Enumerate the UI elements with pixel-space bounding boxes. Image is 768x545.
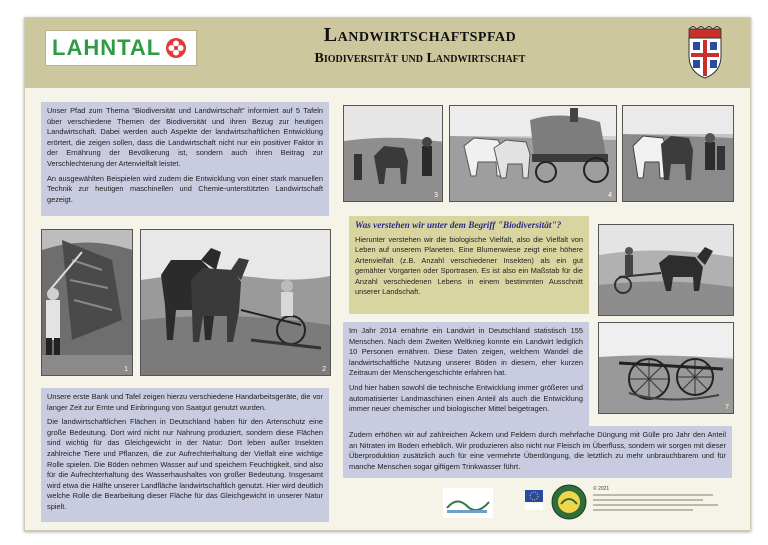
photo-number: 3 [434, 192, 438, 199]
fertilization-paragraph: Zudem erhöhen wir auf zahlreichen Äckern und Feldern durch mehrfache Düngung mit Gülle pro Jahr den Anteil an Nitraten im Boden erheblich. Wir produzieren also nicht nur Fleisch im Überfluss, sondern wir sorgen mit dieser Überproduktion zusätzlich auch für eine vermehrte Überdüngung, die letztlich zu mehr unbrauchbarem und für manche Menschen sogar giftigem Trinkwasser führt. [349, 430, 726, 471]
intro-text-box [41, 102, 329, 216]
photo-1-pitchfork [41, 229, 133, 376]
definition-text: Hierunter verstehen wir die biologische Vielfalt, also die Vielfalt von Leben auf unserem Planeten. Eine Blumenwiese zeigt eine höhere Artenvielfalt (z.B. Anzahl verschiedener Insekten) als ein gut gemähter Vorgarten oder Sportrasen. Es ist also ein Maßstab für die Anzahl verschiedenen Lebens in einem bestimmten Ausschnitt unserer Landschaft. [355, 235, 583, 297]
lower-left-paragraph-1: Unsere erste Bank und Tafel zeigen hierzu verschiedene Handarbeitsgeräte, die vor langer Zeit zur Ernte und Einbringung von Saatgut genutzt wurden. [47, 392, 323, 412]
coat-of-arms-icon [683, 26, 727, 80]
lower-left-text-box [41, 388, 329, 522]
logo-text: LAHNTAL [52, 35, 162, 60]
photo-3-farmer-horses [343, 105, 443, 202]
lower-left-paragraph-2: Die landwirtschaftlichen Flächen in Deutschland haben für den Artenschutz eine große Bedeutung. Dort wird nicht nur Nahrung produziert, sondern diese Flächen sind wichtig für das Gleichgewicht in der Natur: Dort leben außer Insekten zahlreiche Tiere und Pflanzen, die zur Aufrechterhaltung der Vielfalt eine wichtige Rolle spielen. Die Böden nehmen Wasser auf und speichern Feuchtigkeit, sind also für die Aufrechterhaltung des Wasserhaushaltes von großer Bedeutung. Insgesamt wird etwa die Hälfte unserer Landfläche landwirtschaftlich genutzt. Hier wird deutlich welche Rolle die Bearbeitung dieser Fläche für das Gleichgewicht in unserer Natur spielt. [47, 417, 323, 511]
association-seal-icon [551, 484, 587, 520]
photo-4-hay-wagon [449, 105, 617, 202]
page-subtitle: Biodiversität und Landwirtschaft [314, 51, 526, 66]
biodiversity-definition-box [349, 216, 589, 314]
photo-number: 2 [322, 366, 326, 373]
flower-icon [165, 37, 187, 59]
photo-7-hay-rake [598, 322, 734, 414]
intro-paragraph-1: Unser Pfad zum Thema "Biodiversität und Landwirtschaft" informiert auf 5 Tafeln über verschiedene Themen der Biodiversität und ihren Bezug zur heutigen Landwirtschaft. Dabei werden auch Aspekte der landwirtschaftlichen Entwicklung erörtert, die zeigen sollen, dass die Landwirtschaft nicht nur ein positiver Faktor in der Ernährung der Bevölkerung ist, sondern auch ihren Beitrag zur Verschlechterung der Artenvielfalt leistet. [47, 106, 323, 168]
copyright-text: © 2021 [593, 486, 610, 492]
statistics-paragraph-1: Im Jahr 2014 ernährte ein Landwirt in Deutschland statistisch 155 Menschen. Nach dem Zweiten Weltkrieg konnte ein Landwirt lediglich 10 Personen ernähren. Diese Daten zeigen, welchem Wandel die landwirtschaftliche Nutzung unserer Böden in diesem, eher kurzen Zeitraum der Menschengeschichte erfahren hat. [349, 326, 583, 378]
photo-6-horse-plough [598, 224, 734, 316]
eu-flag-icon [525, 490, 543, 510]
photo-number: 7 [725, 404, 729, 411]
intro-paragraph-2: An ausgewählten Beispielen wird zudem die Entwicklung von einer stark manuellen Technik zur heutigen maschinellen und Chemie-unterstützten Landwirtschaft gezeigt. [47, 173, 323, 204]
photo-number: 4 [608, 192, 612, 199]
page-title: Landwirtschaftspfad [323, 24, 517, 46]
footer-logos [443, 482, 732, 522]
info-board [24, 17, 751, 531]
photo-5-horses-workers [622, 105, 734, 202]
definition-title: Was verstehen wir unter dem Begriff "Biodiversität"? [355, 221, 562, 231]
region-logo-icon [443, 488, 493, 518]
footer-credits [593, 486, 729, 520]
header-band [25, 18, 750, 88]
fertilization-text-box [343, 426, 732, 478]
lahntal-logo [45, 30, 197, 66]
photo-2-horse-mower [140, 229, 331, 376]
statistics-paragraph-2: Und hier haben sowohl die technische Entwicklung immer größerer und automatisierter Landmaschinen einen Anteil als auch die Entwicklung immer neuer chemischer und biologischer Mittel beigetragen. [349, 382, 583, 414]
photo-number: 1 [124, 366, 128, 373]
